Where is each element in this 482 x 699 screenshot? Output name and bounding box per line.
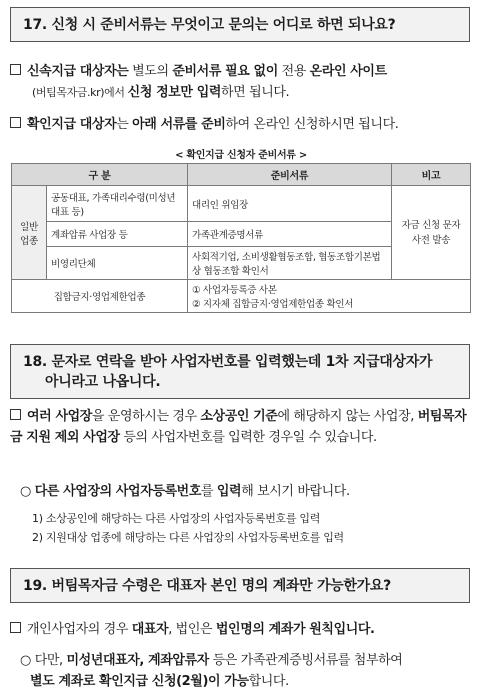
square-bullet-icon xyxy=(10,117,21,128)
question-17-header xyxy=(10,7,470,42)
group-label: 일반 업종 xyxy=(12,186,47,280)
q18-subitem-1: 1) 소상공인에 해당하는 다른 사업장의 사업자등록번호를 입력 xyxy=(32,512,321,525)
required-documents-table xyxy=(11,163,471,313)
circle-bullet-icon: ○ xyxy=(20,653,35,668)
table-row-documents: 사회적기업, 소비생활협동조합, 협동조합기본법상 협동조합 확인서 xyxy=(188,247,392,280)
header-documents: 준비서류 xyxy=(188,164,392,186)
question-18-header xyxy=(10,344,470,399)
table-row-category: 집합금지·영업제한업종 xyxy=(12,280,188,313)
table-row-documents: ① 사업자등록증 사본 ② 지자체 집합금지·영업제한업종 확인서 xyxy=(188,280,471,313)
question-17-title: 17. 신청 시 준비서류는 무엇이고 문의는 어디로 하면 되나요? xyxy=(23,17,396,33)
table-note: 자금 신청 문자 사전 발송 xyxy=(392,186,471,280)
question-18-title-line-1: 18. 문자로 연락을 받아 사업자번호를 입력했는데 1차 지급대상자가 xyxy=(23,354,433,370)
question-18-title-line-2: 아니라고 나옵니다. xyxy=(45,374,161,390)
table-caption: < 확인지급 신청자 준비서류 > xyxy=(175,150,307,161)
q18-paragraph-2: ○ 다른 사업장의 사업자등록번호를 입력해 보시기 바랍니다. xyxy=(20,484,350,499)
header-category: 구 분 xyxy=(12,164,188,186)
square-bullet-icon xyxy=(10,622,21,633)
table-row-category: 공동대표, 가족대리수령(미성년대표 등) xyxy=(47,186,188,222)
square-bullet-icon xyxy=(10,409,21,420)
table-row-documents: 대리인 위임장 xyxy=(188,186,392,222)
circle-bullet-icon: ○ xyxy=(20,484,35,499)
q18-subitem-2: 2) 지원대상 업종에 해당하는 다른 사업장의 사업자등록번호를 입력 xyxy=(32,531,344,544)
q19-paragraph-2: ○ 다만, 미성년대표자, 계좌압류자 등은 가족관계증빙서류를 첨부하여 별도 계좌로 확인지급 신청(2월)이 가능합니다. xyxy=(20,653,403,689)
q17-paragraph-2: 확인지급 대상자는 아래 서류를 준비하여 온라인 신청하시면 됩니다. xyxy=(10,114,472,135)
table-row-category: 계좌압류 사업장 등 xyxy=(47,222,188,247)
table-row-category: 비영리단체 xyxy=(47,247,188,280)
q18-paragraph-1: 여러 사업장을 운영하시는 경우 소상공인 기준에 해당하지 않는 사업장, 버팀목자금 지원 제외 사업장 등의 사업자번호를 입력한 경우일 수 있습니다. xyxy=(10,409,467,445)
table-row-documents: 가족관계증명서류 xyxy=(188,222,392,247)
q17-paragraph-1: 신속지급 대상자는 별도의 준비서류 필요 없이 전용 온라인 사이트 (버팀목자금.kr)에서 신청 정보만 입력하면 됩니다. xyxy=(10,61,472,103)
square-bullet-icon xyxy=(10,64,21,75)
question-19-header xyxy=(10,568,470,603)
question-19-title: 19. 버팀목자금 수령은 대표자 본인 명의 계좌만 가능한가요? xyxy=(23,578,391,594)
q19-paragraph-1: 개인사업자의 경우 대표자, 법인은 법인명의 계좌가 원칙입니다. xyxy=(10,619,472,640)
header-note: 비고 xyxy=(392,164,471,186)
